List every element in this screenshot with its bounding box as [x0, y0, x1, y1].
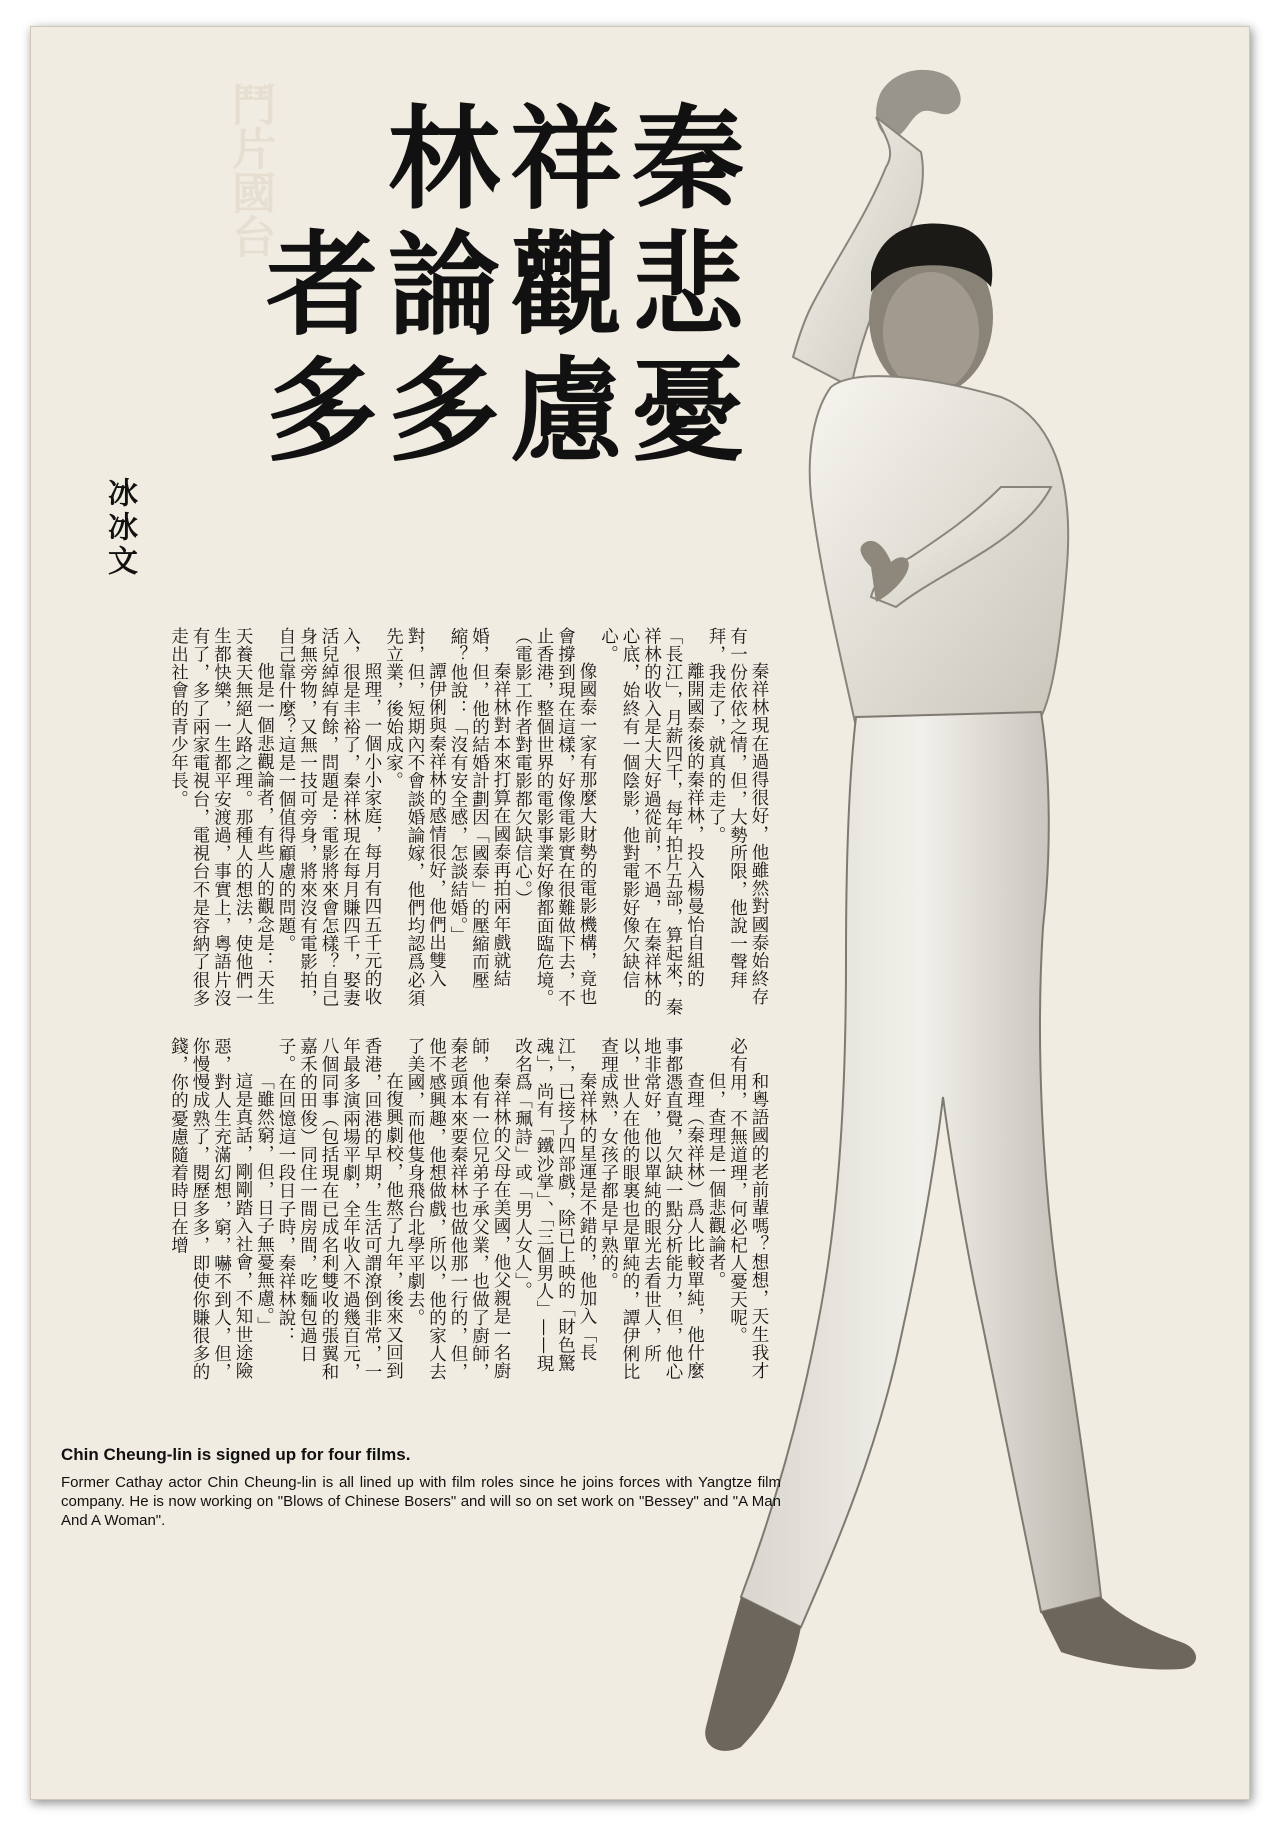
- paragraph: 秦祥林的星運是不錯的，他加入「長江」，已接了四部戲，除已上映的「財色驚魂」，尚有「鐵沙掌」、「三個男人」——現改名爲「珮詩」或「男人女人」。: [512, 1037, 597, 1373]
- paragraph: 秦祥林的父母在美國，他父親是一名廚師，他有一位兄弟子承父業，也做了廚師，秦老頭本來要秦祥林也做他那一行的，但，他不感興趣，他想做戲，所以，他的家人去了美國，而他隻身飛台北學平劇去。: [405, 1037, 511, 1381]
- paragraph: 查理（秦祥林）爲人比較單純，他什麼事都憑直覺，欠缺一點分析能力，但，他心地非常好，他以單純的眼光去看世人，所以，世人在他的眼裏也是單純的，譚伊俐比查理成熟，女孩子都是早熟的。: [598, 1037, 705, 1381]
- title-line-3: 多多慮憂: [266, 347, 754, 477]
- paragraph: 這是真話，剛剛踏入社會，不知世途險惡，對人生充滿幻想，窮，嚇不到人，但，你慢慢成熟了，閱歷多多，即使你賺很多的錢，你的憂慮隨着時日在增: [168, 1037, 253, 1381]
- paragraph: 秦祥林現在過得很好，他雖然對國泰始終存有一份依依之情，但，大勢所限，他說一聲拜拜，我走了，就真的走了。: [706, 627, 769, 1006]
- caption-body: Former Cathay actor Chin Cheung-lin is all lined up with film roles since he joins forces with Yangtze film company. He is now working on "Blows of Chinese Bosers" and will so on set work on "Bessey" and "A Man And A Woman".: [61, 1474, 781, 1529]
- paragraph: 秦祥林對本來打算在國泰再拍兩年戲就結婚，但，他的結婚計劃因「國泰」的壓縮而壓縮？他說：「沒有安全感，怎談結婚。」: [448, 627, 511, 989]
- caption-title: Chin Cheung-lin is signed up for four films.: [61, 1445, 411, 1464]
- title-line-2: 者論觀悲: [266, 221, 754, 351]
- article-body-top: [167, 627, 769, 1017]
- english-caption: [61, 1445, 781, 1530]
- background-print-through: 鬥片國台: [224, 82, 275, 258]
- paragraph: 照理，一個小小家庭，每月有四五千元的收入，很是丰裕了，秦祥林現在每月賺四千，娶妻活兒綽綽有餘，問題是：電影將來會怎樣？自己身無旁物，又無一技可旁身，將來沒有電影拍，自己靠什麼？這是一個值得顧慮的問題。: [276, 627, 382, 1008]
- paragraph: 但，查理是一個悲觀論者。: [706, 1072, 726, 1290]
- paragraph: 和粵語國的老前輩嗎？想想，天生我才必有用，不無道理，何必杞人憂天呢。: [727, 1037, 769, 1380]
- actor-photo: [681, 57, 1241, 1797]
- paragraph: 離開國泰後的秦祥林，投入楊曼怡自組的「長江」，月薪四千，每年拍片五部，算起來，秦祥林的收入是大大好過從前，不過，在秦祥林的心底，始終有一個陰影，他對電影好像欠缺信心。: [598, 627, 705, 1017]
- paragraph: 「雖然窮，但，日子無憂無慮。」: [254, 1072, 275, 1335]
- paragraph: 在復興劇校，他熬了九年，後來又回到香港，回港的早期，生活可謂潦倒非常，一年最多演兩場平劇，全年收入不過幾百元，八個同事（包括現在已成名利雙收的張翼和嘉禾的田俊）同住一間房間，吃麵包過日子。在回憶這一段日子時，秦祥林說：: [276, 1037, 404, 1381]
- paragraph: 像國泰一家有那麼大財勢的電影機構，竟也會撐到現在這樣，好像電影實在很難做下去，不止香港，整個世界的電影事業好像都面臨危境。（電影工作者對電影都欠缺信心。）: [512, 627, 597, 1008]
- article-body-bottom: [167, 1037, 769, 1389]
- magazine-page: [30, 26, 1250, 1800]
- byline: 冰冰文: [102, 477, 137, 579]
- title-line-1: 林祥秦: [388, 95, 754, 225]
- paragraph: 他是一個悲觀論者，有些人的觀念是：天生天養天無絕人路之理。那種人的想法，使他們一生都快樂，一生都平安渡過，事實上，粵語片沒有了，多了兩家電視台，電視台不是容納了很多走出社會的青少年長。: [168, 627, 275, 1008]
- paragraph: 譚伊俐與秦祥林的感情很好，他們出雙入對，但，短期內不會談婚論嫁，他們均認爲必須先立業，後始成家。: [383, 627, 447, 1008]
